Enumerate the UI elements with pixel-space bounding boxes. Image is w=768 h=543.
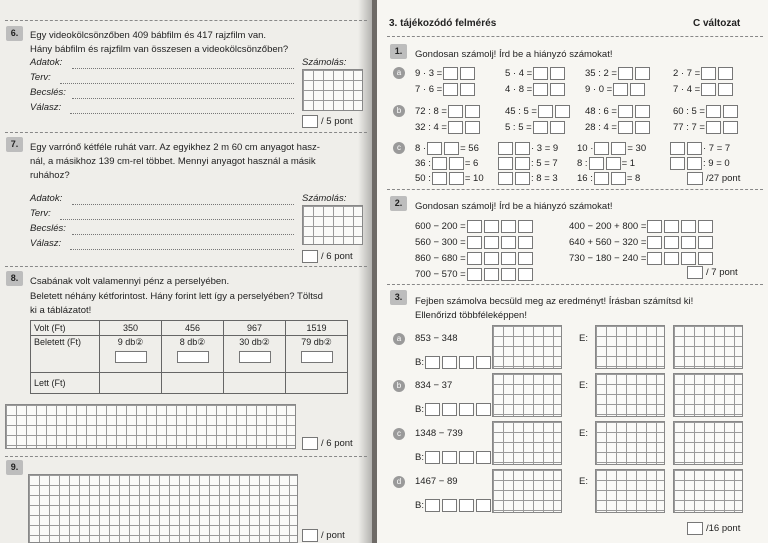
answer-box[interactable] bbox=[635, 105, 650, 118]
score-box: / 6 pont bbox=[302, 250, 353, 263]
problem-title: Ellenőrizd többféleképpen! bbox=[415, 310, 527, 321]
answer-box[interactable] bbox=[484, 268, 499, 281]
answer-box[interactable] bbox=[550, 67, 565, 80]
exercise-item: 48 : 6 = bbox=[585, 105, 651, 118]
answer-box[interactable] bbox=[484, 220, 499, 233]
exercise-item: · 7 = 7 bbox=[669, 142, 730, 155]
section-divider bbox=[387, 284, 763, 285]
calculation-grid[interactable] bbox=[28, 474, 298, 543]
answer-box[interactable] bbox=[444, 142, 459, 155]
answer-box[interactable] bbox=[425, 403, 440, 416]
answer-box[interactable] bbox=[425, 451, 440, 464]
problem-text: ruhához? bbox=[30, 170, 70, 181]
item-letter: a bbox=[393, 333, 405, 345]
answer-line[interactable] bbox=[72, 204, 294, 205]
expression: 834 − 37 bbox=[415, 380, 453, 391]
score-input[interactable] bbox=[302, 437, 318, 450]
table-cell[interactable] bbox=[286, 373, 348, 394]
problem-number: 2. bbox=[390, 196, 407, 211]
check-label: E: bbox=[579, 333, 588, 344]
section-divider bbox=[387, 189, 763, 190]
row-label: Lett (Ft) bbox=[31, 373, 100, 394]
item-letter: c bbox=[393, 428, 405, 440]
exercise-item: 35 : 2 = bbox=[585, 67, 651, 80]
exercise-item: · 3 = 9 bbox=[497, 142, 558, 155]
problem-text: ki a táblázatot! bbox=[30, 305, 92, 316]
answer-box[interactable] bbox=[460, 67, 475, 80]
variant-label: C változat bbox=[693, 18, 741, 29]
calculation-grid[interactable] bbox=[492, 469, 562, 513]
problem-text: Beletett néhány kétforintost. Hány forint lett így a perselyében? Töltsd bbox=[30, 291, 323, 302]
exercise-item: 9 · 3 = bbox=[415, 67, 476, 80]
answer-box[interactable] bbox=[647, 236, 662, 249]
estimate-label: Becslés: bbox=[30, 87, 66, 98]
problem-text: Csabának volt valamennyi pénz a perselyében. bbox=[30, 276, 230, 287]
exercise-item: 36 : = 6 bbox=[415, 158, 479, 170]
item-letter: a bbox=[393, 67, 405, 79]
answer-box[interactable] bbox=[681, 220, 696, 233]
score-input[interactable] bbox=[302, 529, 318, 542]
answer-box[interactable] bbox=[533, 121, 548, 134]
table-cell[interactable]: 8 db② bbox=[162, 336, 224, 373]
answer-line[interactable] bbox=[72, 98, 294, 99]
table-row bbox=[31, 336, 348, 373]
answer-box[interactable] bbox=[448, 121, 463, 134]
score-box: / 7 pont bbox=[687, 266, 738, 279]
answer-box[interactable] bbox=[635, 121, 650, 134]
score-input[interactable] bbox=[687, 266, 703, 279]
answer-box[interactable] bbox=[594, 172, 609, 185]
calculation-label: Számolás: bbox=[302, 193, 347, 204]
check-grid[interactable] bbox=[673, 421, 743, 465]
exercise-item: 10 · = 30 bbox=[577, 143, 647, 155]
problem-title: Gondosan számolj! Írd be a hiányzó számokat! bbox=[415, 49, 613, 60]
answer-box[interactable] bbox=[589, 157, 604, 170]
check-grid[interactable] bbox=[595, 325, 665, 369]
answer-line[interactable] bbox=[60, 83, 294, 84]
answer-box[interactable] bbox=[459, 403, 474, 416]
exercise-item: 77 : 7 = bbox=[673, 121, 739, 134]
problem-number: 1. bbox=[390, 44, 407, 59]
right-page bbox=[377, 0, 768, 543]
exercise-item: 560 − 300 = bbox=[415, 236, 534, 249]
answer-box[interactable] bbox=[533, 83, 548, 96]
section-divider bbox=[5, 20, 367, 21]
answer-box[interactable] bbox=[518, 236, 533, 249]
answer-box[interactable] bbox=[670, 157, 685, 170]
answer-box[interactable] bbox=[498, 172, 513, 185]
answer-box[interactable] bbox=[465, 105, 480, 118]
answer-box[interactable] bbox=[647, 252, 662, 265]
problem-number: 6. bbox=[6, 26, 23, 41]
exercise-item: 2 · 7 = bbox=[673, 67, 734, 80]
expression: 1467 − 89 bbox=[415, 476, 458, 487]
exercise-item: 4 · 8 = bbox=[505, 83, 566, 96]
table-cell[interactable] bbox=[100, 373, 162, 394]
section-divider bbox=[5, 456, 367, 457]
answer-box[interactable] bbox=[459, 356, 474, 369]
problem-title: Fejben számolva becsüld meg az eredményt! Írásban számítsd ki! bbox=[415, 296, 694, 307]
table-row bbox=[31, 373, 348, 394]
answer-box[interactable] bbox=[698, 252, 713, 265]
score-box: / 6 pont bbox=[302, 437, 353, 450]
calculation-grid[interactable] bbox=[302, 205, 363, 245]
answer-box[interactable] bbox=[630, 83, 645, 96]
answer-box[interactable] bbox=[647, 220, 662, 233]
exercise-item: 72 : 8 = bbox=[415, 105, 481, 118]
answer-box[interactable] bbox=[432, 172, 447, 185]
answer-box[interactable] bbox=[467, 220, 482, 233]
answer-box[interactable] bbox=[723, 121, 738, 134]
estimate-label: B: bbox=[415, 499, 492, 512]
expression: 1348 − 739 bbox=[415, 428, 463, 439]
calculation-grid[interactable] bbox=[492, 325, 562, 369]
calculation-label: Számolás: bbox=[302, 57, 347, 68]
exercise-item: : 9 = 0 bbox=[669, 157, 730, 170]
answer-box[interactable] bbox=[515, 172, 530, 185]
answer-box[interactable] bbox=[606, 157, 621, 170]
check-label: E: bbox=[579, 380, 588, 391]
answer-box[interactable] bbox=[467, 252, 482, 265]
exercise-item: : 8 = 3 bbox=[497, 172, 558, 185]
answer-box[interactable] bbox=[476, 451, 491, 464]
answer-box[interactable] bbox=[467, 236, 482, 249]
calculation-grid[interactable] bbox=[302, 69, 363, 111]
item-letter: d bbox=[393, 476, 405, 488]
exercise-item: 5 : 5 = bbox=[505, 121, 566, 134]
answer-box[interactable] bbox=[425, 356, 440, 369]
data-label: Adatok: bbox=[30, 193, 63, 204]
expression: 853 − 348 bbox=[415, 333, 458, 344]
exercise-item: 9 · 0 = bbox=[585, 83, 646, 96]
exercise-item: 7 · 6 = bbox=[415, 83, 476, 96]
section-divider bbox=[5, 266, 367, 267]
answer-box[interactable] bbox=[698, 236, 713, 249]
answer-box[interactable] bbox=[501, 220, 516, 233]
answer-box[interactable] bbox=[723, 105, 738, 118]
calculation-grid[interactable] bbox=[5, 404, 296, 449]
answer-box[interactable] bbox=[442, 356, 457, 369]
problem-number: 9. bbox=[6, 460, 23, 475]
exercise-item: 16 : = 8 bbox=[577, 173, 641, 185]
problem-number: 3. bbox=[390, 290, 407, 305]
table-cell: 1519 bbox=[286, 321, 348, 336]
plan-label: Terv: bbox=[30, 208, 51, 219]
answer-box[interactable] bbox=[538, 105, 553, 118]
answer-box[interactable] bbox=[664, 252, 679, 265]
table-cell: 350 bbox=[100, 321, 162, 336]
score-box: /27 pont bbox=[687, 172, 740, 185]
left-page bbox=[0, 0, 372, 543]
answer-box[interactable] bbox=[670, 142, 685, 155]
score-box: / 5 pont bbox=[302, 115, 353, 128]
money-table bbox=[30, 320, 348, 394]
answer-box[interactable] bbox=[427, 142, 442, 155]
table-cell: 967 bbox=[224, 321, 286, 336]
exercise-item: 7 · 4 = bbox=[673, 83, 734, 96]
exercise-item: 400 − 200 + 800 = bbox=[569, 220, 714, 233]
problem-text: Egy videokölcsönzőben 409 bábfilm és 417 rajzfilm van. bbox=[30, 30, 267, 41]
check-grid[interactable] bbox=[673, 469, 743, 513]
answer-box[interactable] bbox=[515, 157, 530, 170]
answer-box[interactable] bbox=[618, 121, 633, 134]
answer-box[interactable] bbox=[618, 105, 633, 118]
exercise-item: 640 + 560 − 320 = bbox=[569, 236, 714, 249]
answer-box[interactable] bbox=[706, 105, 721, 118]
answer-line[interactable] bbox=[60, 219, 294, 220]
exercise-item: 45 : 5 = bbox=[505, 105, 571, 118]
answer-box[interactable] bbox=[611, 172, 626, 185]
answer-box[interactable] bbox=[698, 220, 713, 233]
table-cell[interactable] bbox=[162, 373, 224, 394]
answer-line[interactable] bbox=[72, 68, 294, 69]
answer-box[interactable] bbox=[449, 172, 464, 185]
answer-box[interactable] bbox=[701, 83, 716, 96]
section-divider bbox=[387, 36, 763, 37]
answer-box[interactable] bbox=[618, 67, 633, 80]
check-grid[interactable] bbox=[673, 325, 743, 369]
page-header: 3. tájékozódó felmérés bbox=[389, 18, 497, 29]
check-grid[interactable] bbox=[595, 421, 665, 465]
section-divider bbox=[5, 132, 367, 133]
answer-box[interactable] bbox=[498, 142, 513, 155]
exercise-item: 730 − 180 − 240 = bbox=[569, 252, 714, 265]
calculation-grid[interactable] bbox=[492, 421, 562, 465]
score-input[interactable] bbox=[687, 522, 703, 535]
exercise-item: 50 : = 10 bbox=[415, 173, 484, 185]
answer-box[interactable] bbox=[442, 403, 457, 416]
answer-box[interactable] bbox=[459, 451, 474, 464]
score-input[interactable] bbox=[302, 115, 318, 128]
answer-box[interactable] bbox=[518, 252, 533, 265]
answer-box[interactable] bbox=[533, 67, 548, 80]
score-box: / pont bbox=[302, 529, 345, 542]
answer-box[interactable] bbox=[465, 121, 480, 134]
answer-label: Válasz: bbox=[30, 102, 62, 113]
problem-text: Egy varrónő kétféle ruhát varr. Az egyikhez 2 m 60 cm anyagot hasz- bbox=[30, 142, 320, 153]
check-grid[interactable] bbox=[595, 373, 665, 417]
check-label: E: bbox=[579, 476, 588, 487]
exercise-item: 60 : 5 = bbox=[673, 105, 739, 118]
answer-box[interactable] bbox=[432, 157, 447, 170]
answer-box[interactable] bbox=[443, 67, 458, 80]
answer-label: Válasz: bbox=[30, 238, 62, 249]
answer-box[interactable] bbox=[484, 252, 499, 265]
problem-number: 8. bbox=[6, 271, 23, 286]
exercise-item: 8 · = 56 bbox=[415, 143, 479, 155]
answer-box[interactable] bbox=[501, 252, 516, 265]
answer-box[interactable] bbox=[515, 142, 530, 155]
row-label: Beletett (Ft) bbox=[31, 336, 100, 373]
answer-box[interactable] bbox=[460, 83, 475, 96]
answer-box[interactable] bbox=[687, 157, 702, 170]
table-cell: 456 bbox=[162, 321, 224, 336]
table-cell[interactable]: 9 db② bbox=[100, 336, 162, 373]
check-grid[interactable] bbox=[595, 469, 665, 513]
row-label: Volt (Ft) bbox=[31, 321, 100, 336]
answer-box[interactable] bbox=[635, 67, 650, 80]
item-letter: b bbox=[393, 380, 405, 392]
check-grid[interactable] bbox=[673, 373, 743, 417]
exercise-item: : 5 = 7 bbox=[497, 157, 558, 170]
answer-box[interactable] bbox=[550, 83, 565, 96]
answer-box[interactable] bbox=[611, 142, 626, 155]
answer-box[interactable] bbox=[476, 499, 491, 512]
exercise-item: 8 : = 1 bbox=[577, 158, 636, 170]
answer-box[interactable] bbox=[449, 157, 464, 170]
answer-box[interactable] bbox=[555, 105, 570, 118]
answer-box[interactable] bbox=[442, 499, 457, 512]
answer-box[interactable] bbox=[442, 451, 457, 464]
answer-box[interactable] bbox=[425, 499, 440, 512]
answer-box[interactable] bbox=[701, 67, 716, 80]
answer-box[interactable] bbox=[476, 356, 491, 369]
answer-box[interactable] bbox=[594, 142, 609, 155]
exercise-item: 600 − 200 = bbox=[415, 220, 534, 233]
answer-box[interactable] bbox=[550, 121, 565, 134]
answer-box[interactable] bbox=[681, 236, 696, 249]
exercise-item: 700 − 570 = bbox=[415, 268, 534, 281]
answer-box[interactable] bbox=[443, 83, 458, 96]
table-cell[interactable]: 30 db② bbox=[224, 336, 286, 373]
estimate-label: Becslés: bbox=[30, 223, 66, 234]
problem-text: Hány bábfilm és rajzfilm van összesen a videokölcsönzőben? bbox=[30, 44, 289, 55]
plan-label: Terv: bbox=[30, 72, 51, 83]
item-letter: c bbox=[393, 142, 405, 154]
table-cell[interactable]: 79 db② bbox=[286, 336, 348, 373]
answer-box[interactable] bbox=[718, 83, 733, 96]
table-cell[interactable] bbox=[224, 373, 286, 394]
calculation-grid[interactable] bbox=[492, 373, 562, 417]
score-input[interactable] bbox=[302, 250, 318, 263]
answer-box[interactable] bbox=[484, 236, 499, 249]
score-input[interactable] bbox=[687, 172, 703, 185]
answer-line[interactable] bbox=[70, 113, 294, 114]
answer-box[interactable] bbox=[518, 220, 533, 233]
problem-title: Gondosan számolj! Írd be a hiányzó számokat! bbox=[415, 201, 613, 212]
data-label: Adatok: bbox=[30, 57, 63, 68]
answer-line[interactable] bbox=[72, 234, 294, 235]
answer-box[interactable] bbox=[613, 83, 628, 96]
exercise-item: 860 − 680 = bbox=[415, 252, 534, 265]
answer-box[interactable] bbox=[448, 105, 463, 118]
exercise-item: 28 : 4 = bbox=[585, 121, 651, 134]
answer-box[interactable] bbox=[664, 220, 679, 233]
answer-box[interactable] bbox=[718, 67, 733, 80]
answer-box[interactable] bbox=[498, 157, 513, 170]
answer-box[interactable] bbox=[518, 268, 533, 281]
score-box: /16 pont bbox=[687, 522, 740, 535]
answer-box[interactable] bbox=[687, 142, 702, 155]
problem-text: nál, a másikhoz 139 cm-rel többet. Mennyi anyagot használ a másik bbox=[30, 156, 316, 167]
estimate-label: B: bbox=[415, 356, 492, 369]
answer-box[interactable] bbox=[467, 268, 482, 281]
answer-box[interactable] bbox=[664, 236, 679, 249]
estimate-label: B: bbox=[415, 451, 492, 464]
problem-number: 7. bbox=[6, 137, 23, 152]
check-label: E: bbox=[579, 428, 588, 439]
answer-box[interactable] bbox=[459, 499, 474, 512]
estimate-label: B: bbox=[415, 403, 492, 416]
exercise-item: 32 : 4 = bbox=[415, 121, 481, 134]
item-letter: b bbox=[393, 105, 405, 117]
answer-box[interactable] bbox=[681, 252, 696, 265]
answer-box[interactable] bbox=[476, 403, 491, 416]
answer-line[interactable] bbox=[70, 249, 294, 250]
answer-box[interactable] bbox=[706, 121, 721, 134]
answer-box[interactable] bbox=[501, 268, 516, 281]
table-row bbox=[31, 321, 348, 336]
answer-box[interactable] bbox=[501, 236, 516, 249]
exercise-item: 5 · 4 = bbox=[505, 67, 566, 80]
